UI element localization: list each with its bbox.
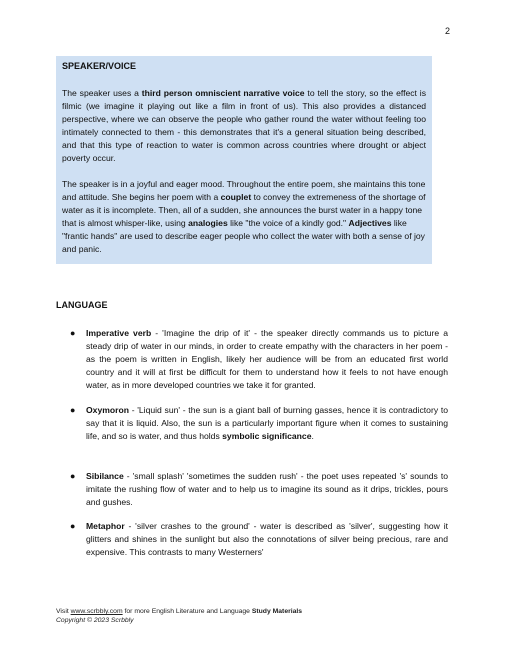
text: - 'small splash' 'sometimes the sudden rush' - the poet uses repeated 's' sounds to imitate the rushing flow of water and to help us to imagine its sound as it drips, trickles, pours and gushes. [86,471,448,507]
page-number: 2 [444,26,450,36]
text: - 'silver crashes to the ground' - water is described as 'silver', suggesting how it glitters and shines in the sunlight but also the connotations of silver being precious, rare and expensive. This contrasts to many Westerners' [86,521,448,557]
footer-line [56,607,302,616]
text: like "frantic hands" are used to describe eager people who collect the water with both a sense of joy and panic. [62,218,425,254]
text: to convey the extremeness of the shortage of water as it is incomplete. Then, all of a sudden, she announces the burst water in a happy tone that is almost whisper-like, using [62,192,426,228]
bold-term: couplet [220,192,252,202]
text: Visit [56,608,71,615]
copyright: Copyright © 2023 Scrbbly [56,617,134,624]
language-list [70,327,448,559]
speaker-paragraph-1 [62,87,426,165]
bullet-icon: ● [70,405,76,415]
bold-term: Imperative verb [86,328,152,338]
bullet-icon: ● [70,471,76,481]
bullet-icon: ● [70,328,76,338]
bold-term: Study Materials [251,608,303,615]
text: like "the voice of a kindly god." [227,218,349,228]
text: - 'Imagine the drip of it' - the speaker directly commands us to picture a steady drip of water in our minds, in order to create empathy with the characters in her poem - as the poem is written in English, likely her audience will be from an educated first world country and it will at first be difficult for them to understand how it feels to not have enough water, as in more developed countries we take it for granted. [86,328,448,390]
text: for more English Literature and Language [122,608,252,615]
list-item [70,327,448,392]
section-heading: LANGUAGE [56,300,108,310]
text: - 'Liquid sun' - the sun is a giant ball of burning gasses, hence it is contradictory to say that it is liquid. Also, the sun is a particularly important figure when it comes to sustaining life, and so is water, and thus holds [86,405,448,441]
text: The speaker is in a joyful and eager mood. Throughout the entire poem, she maintains this tone and attitude. She begins her poem with a [62,179,426,202]
text: to tell the story, so the effect is filmic (we imagine it playing out like a film in front of us). This also provides a distanced perspective, where we can observe the people who gather round the water without feeling too intimately connected to them - this demonstrates that it's a general situation being described, and that this type of reaction to water is common across countries where drought or abject poverty occur. [62,88,426,163]
speaker-paragraph-2 [62,178,426,256]
bold-term: Sibilance [86,471,124,481]
bold-term: analogies [188,218,228,228]
bold-term: Metaphor [86,521,125,531]
website-link[interactable]: www.scrbbly.com [70,608,123,615]
list-item [70,404,448,443]
list-item [70,470,448,509]
list-item [70,520,448,559]
bullet-icon: ● [70,521,76,531]
bold-term: symbolic significance [222,431,312,441]
bold-term: Adjectives [348,218,392,228]
text: The speaker uses a [62,88,142,98]
footer [56,607,302,625]
bold-term: third person omniscient narrative voice [141,88,305,98]
bold-term: Oxymoron [86,405,129,415]
speaker-voice-section [56,56,432,264]
section-heading: SPEAKER/VOICE [62,61,137,71]
text: . [311,431,314,441]
